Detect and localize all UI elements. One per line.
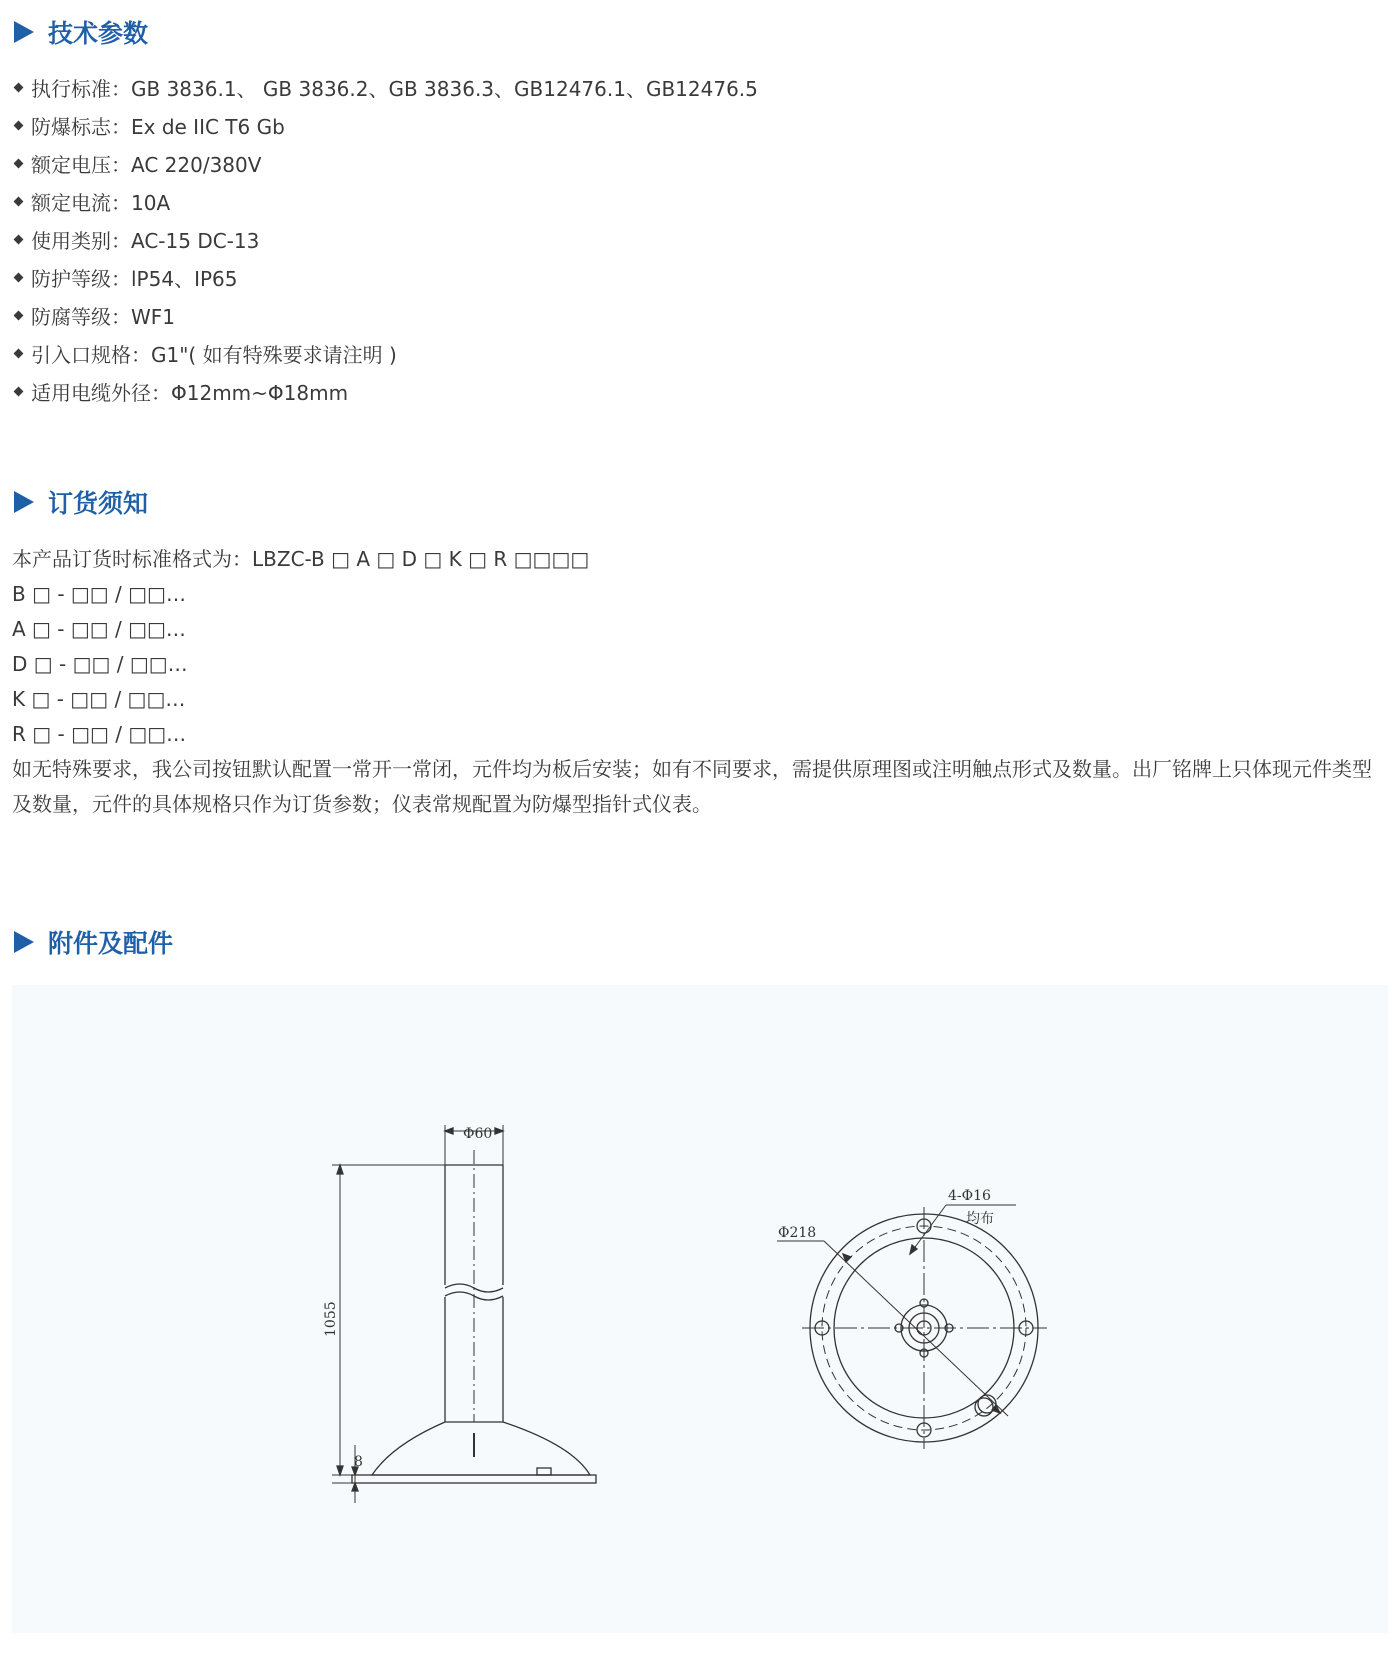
triangle-right-icon	[14, 931, 34, 953]
diamond-bullet-icon	[14, 386, 24, 396]
order-format-block	[12, 542, 589, 752]
diamond-bullet-icon	[14, 310, 24, 320]
diamond-bullet-icon	[14, 196, 24, 206]
triangle-right-icon	[14, 21, 34, 43]
diamond-bullet-icon	[14, 82, 24, 92]
spec-item: 使用类别：AC-15 DC-13	[12, 220, 758, 258]
hole-note-label: 均布	[966, 1211, 994, 1227]
technical-drawing	[12, 985, 1388, 1633]
order-format-line: K □ - □□ / □□…	[12, 687, 186, 711]
diamond-bullet-icon	[14, 234, 24, 244]
technical-drawing-panel	[12, 985, 1388, 1633]
diamond-bullet-icon	[14, 158, 24, 168]
section-title-order-label: 订货须知	[48, 489, 149, 518]
pole-side-view	[332, 1125, 596, 1503]
spec-item: 防腐等级：WF1	[12, 296, 758, 334]
spec-item: 防爆标志：Ex de IIC T6 Gb	[12, 106, 758, 144]
spec-list	[12, 68, 758, 410]
diamond-bullet-icon	[14, 272, 24, 282]
section-title-parts	[14, 924, 173, 960]
order-format-line: 本产品订货时标准格式为：LBZC-B □ A □ D □ K □ R □□□□	[12, 547, 590, 571]
order-format-line: R □ - □□ / □□…	[12, 722, 187, 746]
section-title-order	[14, 484, 148, 520]
flange-diameter-label: Φ218	[778, 1225, 817, 1241]
order-note: 如无特殊要求，我公司按钮默认配置一常开一常闭，元件均为板后安装；如有不同要求，需提供原理图或注明触点形式及数量。出厂铭牌上只体现元件类型及数量，元件的具体规格只作为订货参数；仪表常规配置为防爆型指针式仪表。	[12, 757, 1372, 816]
spec-item: 防护等级：lP54、IP65	[12, 258, 758, 296]
pole-diameter-label: Φ60	[463, 1126, 493, 1142]
spec-item: 执行标准：GB 3836.1、 GB 3836.2、GB 3836.3、GB12476.1、GB12476.5	[12, 68, 758, 106]
hole-spec-label: 4-Φ16	[948, 1188, 991, 1204]
spec-item: 适用电缆外径：Φ12mm~Φ18mm	[12, 372, 758, 410]
diamond-bullet-icon	[14, 120, 24, 130]
order-format-line: B □ - □□ / □□…	[12, 582, 186, 606]
order-format-line: D □ - □□ / □□…	[12, 652, 188, 676]
flange-top-view	[777, 1205, 1047, 1449]
spec-item: 额定电压：AC 220/380V	[12, 144, 758, 182]
order-format-line: A □ - □□ / □□…	[12, 617, 186, 641]
triangle-right-icon	[14, 491, 34, 513]
section-title-tech	[14, 14, 148, 50]
spec-item: 额定电流：10A	[12, 182, 758, 220]
section-title-tech-label: 技术参数	[48, 19, 149, 48]
height-label: 1055	[323, 1301, 339, 1337]
spec-item: 引入口规格：G1"( 如有特殊要求请注明 )	[12, 334, 758, 372]
base-thickness-label: 8	[354, 1454, 363, 1470]
diamond-bullet-icon	[14, 348, 24, 358]
section-title-parts-label: 附件及配件	[48, 929, 174, 958]
